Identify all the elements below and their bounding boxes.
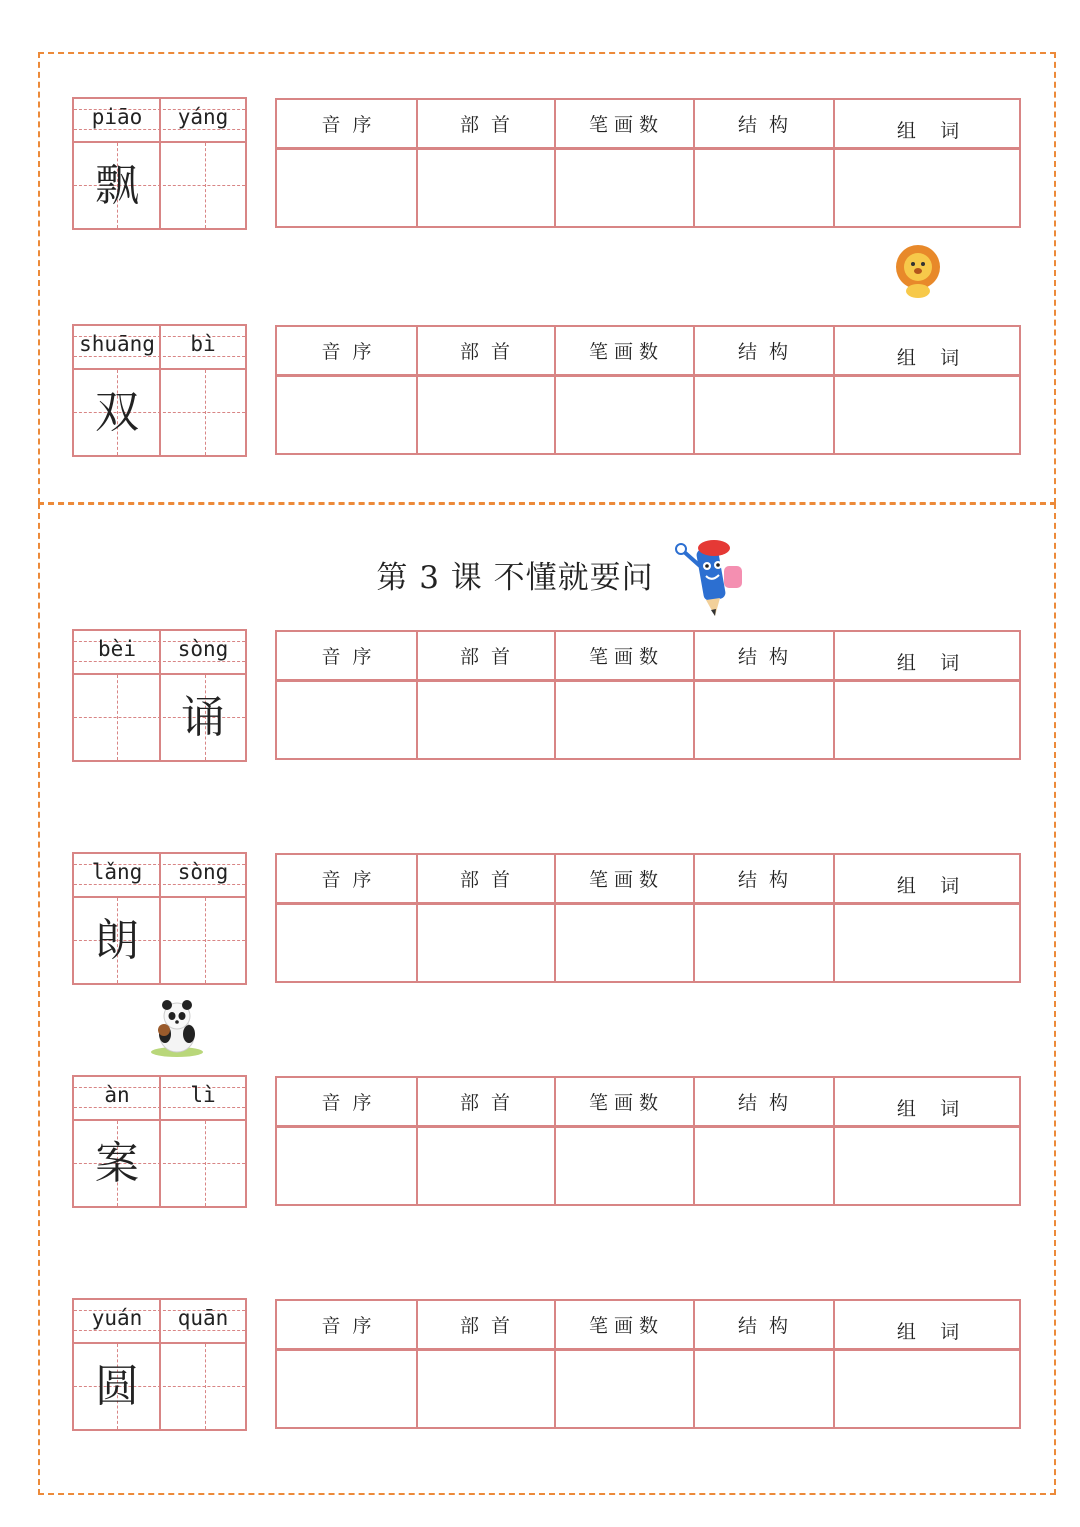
- table-header-cell: 部 首: [459, 869, 511, 891]
- pinyin-label: yáng: [177, 105, 229, 129]
- table-header-cell: 组 词: [896, 1321, 960, 1343]
- analysis-table: [275, 1299, 1021, 1429]
- table-header-cell: 结 构: [737, 341, 789, 363]
- table-header-cell: 音 序: [321, 341, 372, 363]
- answer-cell[interactable]: [277, 1128, 416, 1204]
- answer-cell[interactable]: [833, 1351, 1023, 1427]
- table-header-cell: 音 序: [321, 1092, 372, 1114]
- answer-cell[interactable]: [277, 905, 416, 981]
- analysis-table: [275, 325, 1021, 455]
- table-header-cell: 部 首: [459, 1315, 511, 1337]
- character-grid-box[interactable]: [72, 629, 247, 762]
- answer-cell[interactable]: [554, 1128, 693, 1204]
- table-header-cell: 部 首: [459, 1092, 511, 1114]
- pinyin-label: piāo: [91, 105, 143, 129]
- answer-cell[interactable]: [833, 150, 1023, 226]
- table-header-cell: 笔 画 数: [588, 1315, 659, 1337]
- table-header-cell: 音 序: [321, 646, 372, 668]
- hanzi-character: 圆: [95, 1361, 139, 1412]
- pinyin-label: sòng: [177, 637, 229, 661]
- hanzi-character: 双: [95, 387, 139, 438]
- answer-cell[interactable]: [277, 150, 416, 226]
- answer-cell[interactable]: [833, 682, 1023, 758]
- pinyin-label: quān: [177, 1306, 229, 1330]
- analysis-table: [275, 1076, 1021, 1206]
- pinyin-label: shuāng: [79, 332, 155, 356]
- answer-cell[interactable]: [693, 1128, 833, 1204]
- table-header-cell: 笔 画 数: [588, 646, 659, 668]
- hanzi-character: 案: [95, 1138, 139, 1189]
- analysis-table: [275, 630, 1021, 760]
- table-header-cell: 笔 画 数: [588, 869, 659, 891]
- table-header-cell: 结 构: [737, 1315, 789, 1337]
- table-header-cell: 结 构: [737, 1092, 789, 1114]
- answer-cell[interactable]: [554, 150, 693, 226]
- pencil-mascot-sticker: [672, 536, 752, 620]
- pinyin-label: yuán: [91, 1306, 143, 1330]
- table-header-cell: 结 构: [737, 114, 789, 136]
- answer-cell[interactable]: [416, 682, 554, 758]
- table-header-cell: 音 序: [321, 1315, 372, 1337]
- pinyin-label: àn: [104, 1083, 130, 1107]
- table-header-cell: 结 构: [737, 646, 789, 668]
- table-header-cell: 组 词: [896, 875, 960, 897]
- answer-cell[interactable]: [693, 905, 833, 981]
- answer-cell[interactable]: [277, 377, 416, 453]
- answer-cell[interactable]: [833, 1128, 1023, 1204]
- character-grid-box[interactable]: [72, 1298, 247, 1431]
- answer-cell[interactable]: [833, 905, 1023, 981]
- answer-cell[interactable]: [693, 377, 833, 453]
- table-header-cell: 部 首: [459, 646, 511, 668]
- analysis-table: [275, 98, 1021, 228]
- table-header-cell: 音 序: [321, 869, 372, 891]
- table-header-cell: 组 词: [896, 120, 960, 142]
- pinyin-label: bèi: [98, 637, 136, 661]
- table-header-cell: 部 首: [459, 341, 511, 363]
- table-header-cell: 组 词: [896, 347, 960, 369]
- character-grid-box[interactable]: [72, 324, 247, 457]
- answer-cell[interactable]: [416, 150, 554, 226]
- answer-cell[interactable]: [277, 682, 416, 758]
- character-grid-box[interactable]: [72, 1075, 247, 1208]
- analysis-table: [275, 853, 1021, 983]
- table-header-cell: 音 序: [321, 114, 372, 136]
- panda-sticker: [148, 998, 206, 1058]
- answer-cell[interactable]: [693, 682, 833, 758]
- answer-cell[interactable]: [554, 905, 693, 981]
- pinyin-label: lǎng: [91, 860, 143, 884]
- table-header-cell: 笔 画 数: [588, 1092, 659, 1114]
- answer-cell[interactable]: [277, 1351, 416, 1427]
- table-header-cell: 笔 画 数: [588, 341, 659, 363]
- character-grid-box[interactable]: [72, 97, 247, 230]
- table-header-cell: 结 构: [737, 869, 789, 891]
- answer-cell[interactable]: [554, 682, 693, 758]
- table-header-cell: 笔 画 数: [588, 114, 659, 136]
- lion-sticker: [893, 243, 943, 299]
- answer-cell[interactable]: [416, 1351, 554, 1427]
- answer-cell[interactable]: [693, 150, 833, 226]
- hanzi-character: 朗: [95, 915, 139, 966]
- answer-cell[interactable]: [693, 1351, 833, 1427]
- answer-cell[interactable]: [554, 377, 693, 453]
- hanzi-character: 诵: [181, 692, 225, 743]
- table-header-cell: 组 词: [896, 652, 960, 674]
- table-header-cell: 组 词: [896, 1098, 960, 1120]
- table-header-cell: 部 首: [459, 114, 511, 136]
- answer-cell[interactable]: [416, 1128, 554, 1204]
- answer-cell[interactable]: [416, 377, 554, 453]
- pinyin-label: bì: [190, 332, 216, 356]
- answer-cell[interactable]: [416, 905, 554, 981]
- pinyin-label: lì: [190, 1083, 216, 1107]
- hanzi-character: 飘: [95, 160, 139, 211]
- lesson-title: 第 3 课 不懂就要问: [376, 560, 654, 596]
- answer-cell[interactable]: [833, 377, 1023, 453]
- answer-cell[interactable]: [554, 1351, 693, 1427]
- character-grid-box[interactable]: [72, 852, 247, 985]
- pinyin-label: sòng: [177, 860, 229, 884]
